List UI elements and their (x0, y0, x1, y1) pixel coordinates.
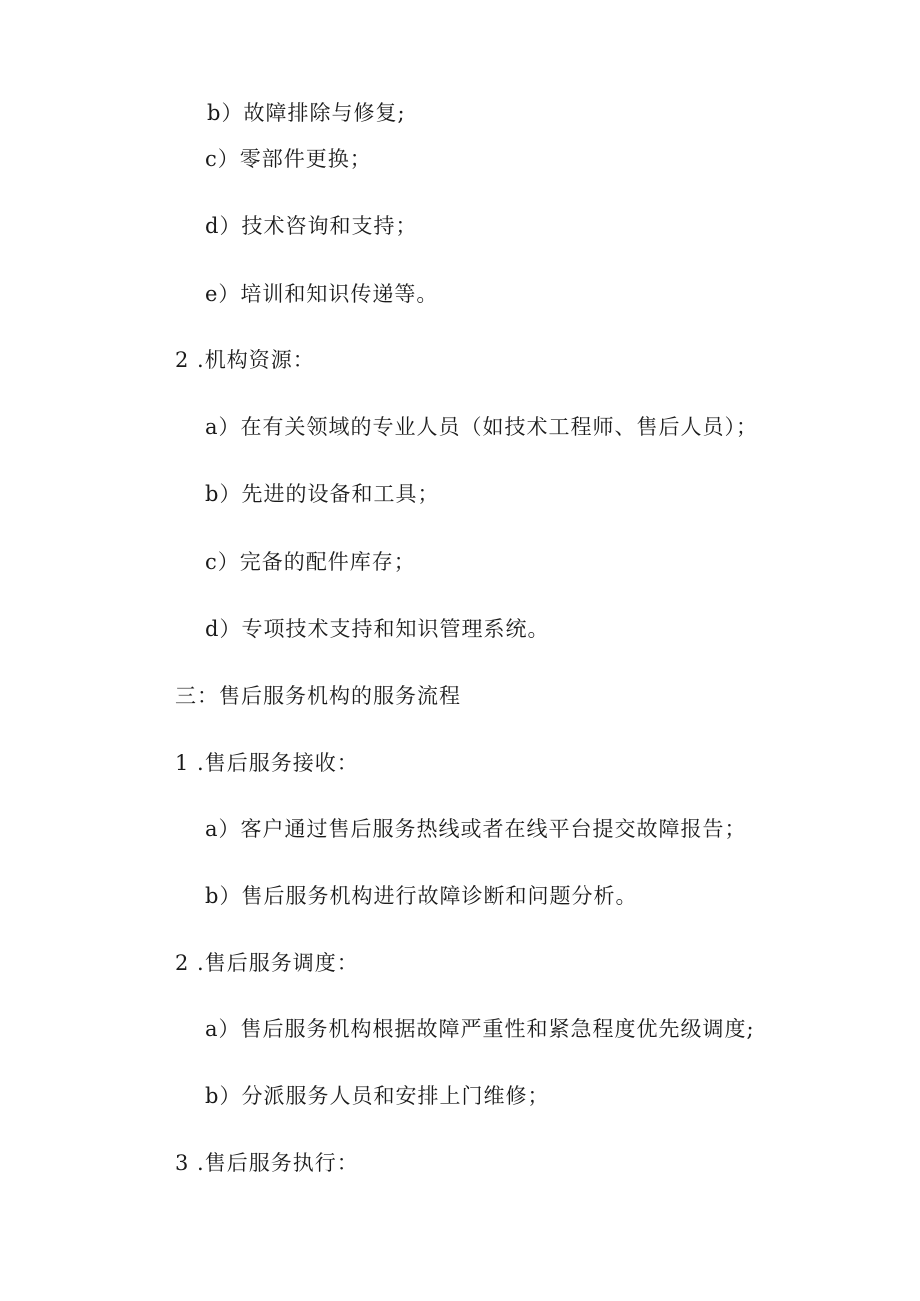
list-item-b-equipment: b）先进的设备和工具； (205, 482, 440, 506)
list-item-b-troubleshooting: b）故障排除与修复; (207, 101, 406, 125)
list-item-b-assign-staff: b）分派服务人员和安排上门维修； (205, 1084, 550, 1108)
list-item-e-training: e）培训和知识传递等。 (205, 282, 439, 306)
list-item-a-customer-report: a）客户通过售后服务热线或者在线平台提交故障报告； (205, 817, 747, 841)
list-item-c-parts-replacement: c）零部件更换； (205, 147, 372, 171)
section-heading-receiving: 1 .售后服务接收： (175, 751, 359, 775)
list-item-d-knowledge-system: d）专项技术支持和知识管理系统。 (205, 617, 550, 641)
list-item-c-inventory: c）完备的配件库存； (205, 550, 416, 574)
section-heading-dispatch: 2 .售后服务调度： (175, 951, 359, 975)
list-item-a-personnel: a）在有关领域的专业人员（如技术工程师、售后人员）； (205, 415, 759, 439)
list-item-d-technical-consulting: d）技术咨询和支持； (205, 214, 418, 238)
chapter-heading-service-process: 三：售后服务机构的服务流程 (175, 684, 461, 708)
section-heading-resources: 2 .机构资源： (175, 348, 315, 372)
list-item-b-diagnosis: b）售后服务机构进行故障诊断和问题分析。 (205, 884, 638, 908)
section-heading-execution: 3 .售后服务执行： (175, 1151, 359, 1175)
list-item-a-priority-dispatch: a）售后服务机构根据故障严重性和紧急程度优先级调度; (205, 1017, 755, 1041)
